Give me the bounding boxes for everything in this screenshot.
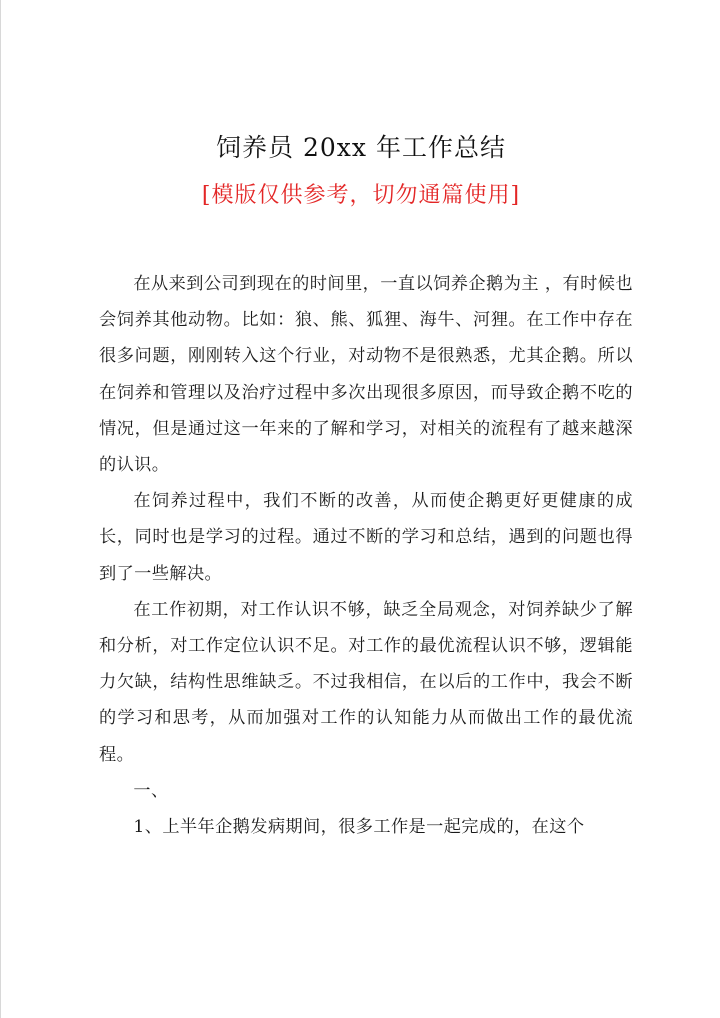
paragraph-1: 在从来到公司到现在的时间里，一直以饲养企鹅为主 ，有时候也会饲养其他动物。比如：狼、熊、狐狸、海牛、河狸。在工作中存在很多问题，刚刚转入这个行业，对动物不是很熟悉，尤其企鹅。所以在饲养和管理以及治疗过程中多次出现很多原因，而导致企鹅不吃的情况，但是通过这一年来的了解和学习，对相关的流程有了越来越深的认识。 xyxy=(99,274,633,476)
document-title: 饲养员 20xx 年工作总结 xyxy=(216,133,506,162)
section-heading: 一、 xyxy=(133,780,169,801)
document-body xyxy=(99,266,633,845)
document-subtitle: [模版仅供参考，切勿通篇使用] xyxy=(201,183,521,208)
paragraph-4: 1、上半年企鹅发病期间，很多工作是一起完成的，在这个 xyxy=(133,817,585,838)
paragraph-2: 在饲养过程中，我们不断的改善，从而使企鹅更好更健康的成长，同时也是学习的过程。通过不断的学习和总结，遇到的问题也得到了一些解决。 xyxy=(99,491,633,584)
paragraph-3: 在工作初期，对工作认识不够，缺乏全局观念，对饲养缺少了解和分析，对工作定位认识不足。对工作的最优流程认识不够，逻辑能力欠缺，结构性思维缺乏。不过我相信，在以后的工作中，我会不断的学习和思考，从而加强对工作的认知能力从而做出工作的最优流程。 xyxy=(99,599,633,765)
